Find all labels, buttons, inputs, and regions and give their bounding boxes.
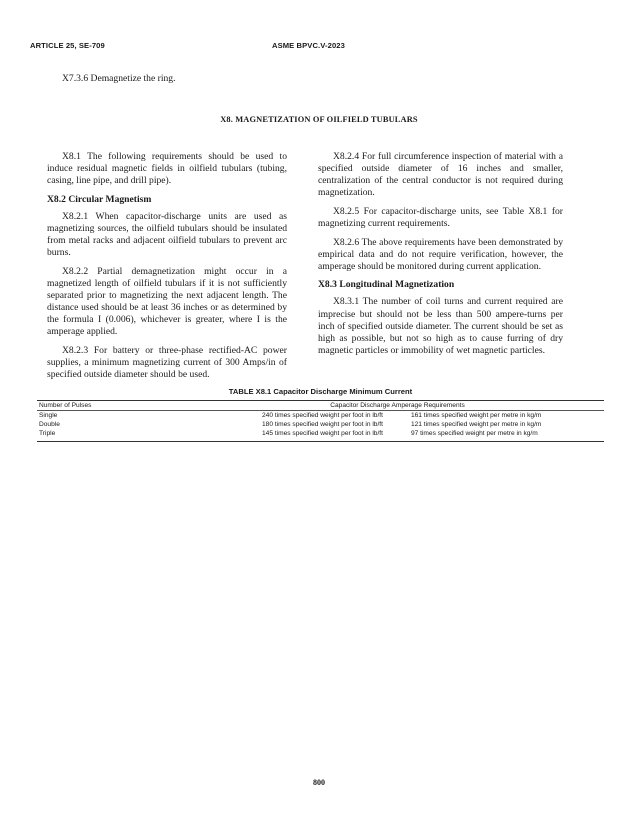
paragraph-x8-2-6: X8.2.6 The above requirements have been demonstrated by empirical data and do not require verification, however, the amperage should be monitored during current application. bbox=[318, 236, 563, 272]
paragraph-x8-2-5 bbox=[318, 206, 563, 230]
cell-pulses: Single bbox=[39, 411, 58, 419]
table-x8-1-link[interactable]: Table X8.1 bbox=[502, 205, 548, 217]
running-header-code: ASME BPVC.V-2023 bbox=[272, 41, 345, 50]
paragraph-x8-1: X8.1 The following requirements should be used to induce residual magnetic fields in oilfield tubulars (tubing, casing, line pipe, and drill pipe). bbox=[47, 151, 287, 187]
paragraph-x8-2-2: X8.2.2 Partial demagnetization might occur in a magnetized length of oilfield tubulars if it is not sufficiently separated prior to magnetizing the next adjacent length. The distance used should be at least 36 inches or as determined by the formula I (0.006), whichever is greater, where I is the amperage applied. bbox=[47, 265, 287, 338]
cell-metric: 121 times specified weight per metre in kg/m bbox=[410, 420, 542, 428]
cell-metric: 97 times specified weight per metre in kg/m bbox=[411, 430, 604, 441]
header-number-of-pulses: Number of Pulses bbox=[37, 401, 191, 411]
left-column bbox=[47, 151, 287, 388]
paragraph-x8-2-5-text-end: for magnetizing current requirements. bbox=[318, 205, 564, 229]
paragraph-x8-2-4: X8.2.4 For full circumference inspection of material with a specified outside diameter of 16 inches and smaller, centralization of the central conductor is not required during magnetization. bbox=[318, 151, 563, 199]
heading-circular-magnetism: X8.2 Circular Magnetism bbox=[47, 193, 152, 205]
running-header-article: ARTICLE 25, SE-709 bbox=[30, 41, 105, 50]
cell-imperial: 145 times specified weight per foot in lb/ft bbox=[191, 430, 411, 441]
header-amperage-requirements: Capacitor Discharge Amperage Requirements bbox=[191, 401, 604, 411]
paragraph-x8-2-3: X8.2.3 For battery or three-phase rectified-AC power supplies, a minimum magnetizing current of 300 Amps/in of specified outside diameter should be used. bbox=[47, 344, 287, 380]
table-caption: TABLE X8.1 Capacitor Discharge Minimum Current bbox=[228, 387, 413, 396]
heading-longitudinal-magnetization: X8.3 Longitudinal Magnetization bbox=[318, 279, 455, 291]
cell-metric: 161 times specified weight per metre in kg/m bbox=[410, 411, 542, 419]
cell-imperial: 180 times specified weight per foot in lb/ft bbox=[262, 420, 383, 428]
table-header-row bbox=[37, 401, 604, 411]
paragraph-x8-2-1: X8.2.1 When capacitor-discharge units are used as magnetizing sources, the oilfield tubulars should be insulated from metal racks and adjacent oilfield tubulars to prevent arc burns. bbox=[47, 210, 287, 259]
paragraph-x8-3-1: X8.3.1 The number of coil turns and current required are imprecise but should not be less than 500 ampere-turns per inch of specified outside diameter. The current should be set as high as possible, but not so high as to cause furring of dry magnetic particles or immobility of wet magnetic particles. bbox=[318, 296, 563, 356]
cell-pulses: Triple bbox=[37, 430, 191, 441]
paragraph-x8-2-5-text-start: X8.2.5 For capacitor-discharge units, see bbox=[333, 205, 503, 217]
cell-imperial: 240 times specified weight per foot in lb/ft bbox=[262, 411, 383, 419]
section-title: X8. MAGNETIZATION OF OILFIELD TUBULARS bbox=[220, 115, 418, 124]
intro-paragraph: X7.3.6 Demagnetize the ring. bbox=[62, 73, 176, 84]
table-x8-1 bbox=[37, 387, 604, 442]
capacitor-discharge-table bbox=[37, 400, 604, 442]
right-column bbox=[318, 151, 563, 363]
page-number: 800 bbox=[313, 778, 325, 787]
table-row bbox=[37, 430, 604, 441]
table-row bbox=[37, 411, 604, 421]
cell-pulses: Double bbox=[39, 420, 60, 428]
table-row bbox=[37, 420, 604, 429]
